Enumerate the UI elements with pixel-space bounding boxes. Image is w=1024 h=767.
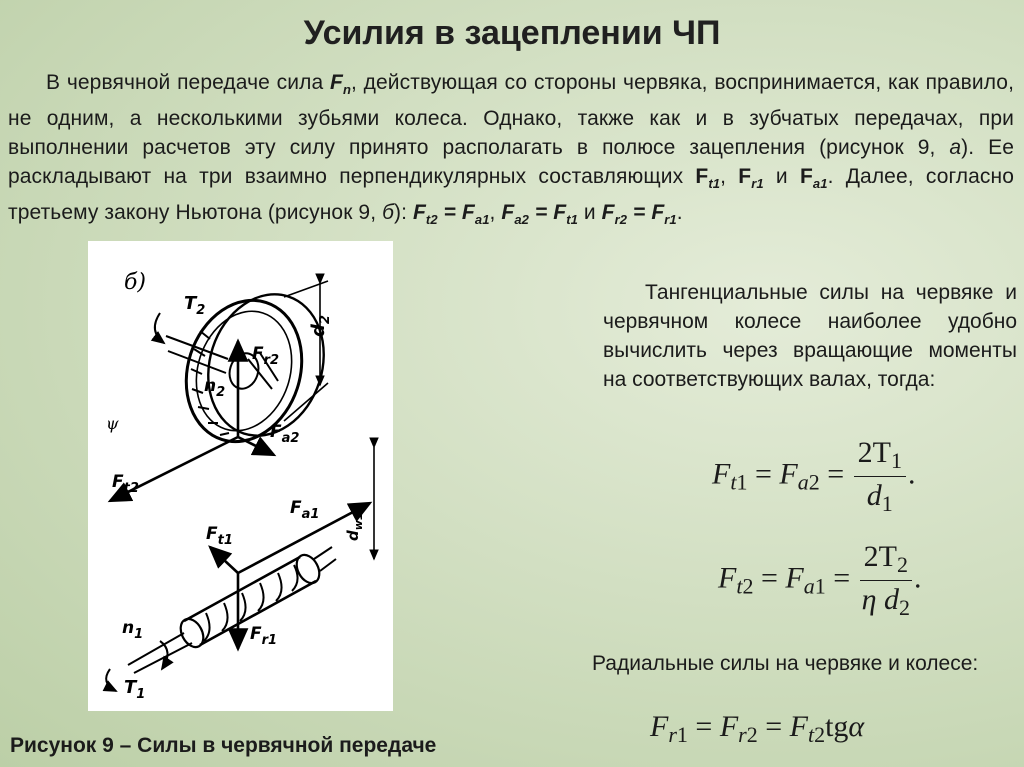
figure-caption: Рисунок 9 – Силы в червячной передаче	[10, 734, 437, 757]
d2-label: $d_2$	[308, 315, 333, 337]
formula-ft1-fraction: $\frac{2T_1}{d_1}$	[854, 436, 906, 517]
formula-ft2-fraction: $\frac{2T_2}{\eta d_2}$	[861, 540, 910, 620]
fn-subscript: n	[342, 82, 351, 98]
eq3-b: = F	[627, 201, 665, 225]
eq3-a: F	[601, 201, 615, 225]
slide-title: Усилия в зацеплении ЧП	[303, 14, 721, 52]
t1-rotation-arrow	[106, 669, 116, 691]
n2-label: $n_2$	[204, 376, 226, 400]
dw1-label: $d_{w1}$	[344, 512, 365, 541]
eq1-b: = F	[437, 201, 475, 225]
ft1-subscript: t1	[708, 176, 721, 192]
fa1-label: $F_{a1}$	[290, 498, 320, 522]
intro-comma-2: ,	[489, 201, 502, 225]
eq2-b-sub: t1	[566, 212, 578, 228]
ft1-symbol: F	[695, 165, 709, 189]
figure-label: б)	[124, 270, 147, 295]
intro-text-1: В червячной передаче сила	[46, 71, 330, 94]
fa1-subscript: a1	[812, 176, 828, 192]
fn-symbol: F	[330, 71, 343, 94]
ft1-label: $F_{t1}$	[206, 524, 233, 548]
tangential-text	[603, 278, 1017, 394]
intro-text-5: ):	[394, 201, 413, 225]
fr1-label: $F_{r1}$	[250, 624, 278, 648]
eq1-a: F	[412, 201, 426, 225]
ref-a: а	[949, 136, 962, 160]
tangential-text-content: Тангенциальные силы на червяке и червячном колесе наиболее удобно вычислить через вращающие моменты на соответствующих валах, тогда:	[603, 281, 1017, 391]
eq1-a-sub: t2	[425, 212, 438, 228]
eq2-b: = F	[529, 201, 567, 225]
worm-gear-drawing	[88, 241, 393, 711]
fa2-label: $F_{a2}$	[270, 422, 300, 446]
ft1-arrow	[210, 547, 238, 573]
intro-paragraph	[8, 68, 1014, 235]
fa2-arrow	[238, 437, 274, 455]
eq3-b-sub: r1	[664, 212, 677, 228]
ref-b: б	[382, 201, 395, 225]
t1-label: $T_1$	[124, 677, 146, 702]
intro-comma-1: ,	[720, 165, 739, 189]
radial-text: Радиальные силы на червяке и колесе:	[592, 652, 979, 675]
n1-label: $n_1$	[122, 618, 144, 642]
eq3-a-sub: r2	[614, 212, 628, 228]
eq2-a-sub: a2	[514, 212, 530, 228]
t2-rotation-arrow	[155, 313, 164, 343]
formula-fr: $F_{r1} = F_{r2} = F_{t2}tg\alpha$	[650, 710, 865, 747]
intro-end: .	[676, 201, 683, 225]
ft2-label: $F_{t2}$	[112, 472, 139, 496]
intro-and-1: и	[763, 165, 800, 189]
intro-text-4: . Далее, согласно третьему закону Ньютона (рисунок 9,	[8, 165, 1014, 225]
fr2-label: $F_{r2}$	[252, 344, 280, 368]
eq2-a: F	[501, 201, 515, 225]
fa1-symbol: F	[799, 165, 813, 189]
fr1-symbol: F	[738, 165, 752, 189]
psi-label: ψ	[106, 414, 119, 433]
intro-and-2: и	[577, 201, 602, 225]
fr1-subscript: r1	[751, 176, 764, 192]
t2-label: $T_2$	[184, 293, 206, 318]
formula-ft2: $F_{t2} = F_{a1}$ = $\frac{2T_2}{\eta d_2}$ .	[718, 540, 922, 620]
intro-text-3: ). Ее раскладывают на три взаимно перпендикулярных составляющих	[8, 136, 1014, 189]
intro-text-2: , действующая со стороны червяка, воспринимается, как правило, не одним, а несколькими зубьями колеса. Однако, также как и в зубчатых передачах, при выполнении расчетов эту силу принято располагать в полюсе зацепления (рисунок 9,	[8, 71, 1015, 160]
eq1-b-sub: a1	[474, 212, 490, 228]
worm-gear-figure	[88, 241, 393, 711]
formula-ft1: $F_{t1} = F_{a2}$ = $\frac{2T_1}{d_1}$ .	[712, 436, 916, 516]
